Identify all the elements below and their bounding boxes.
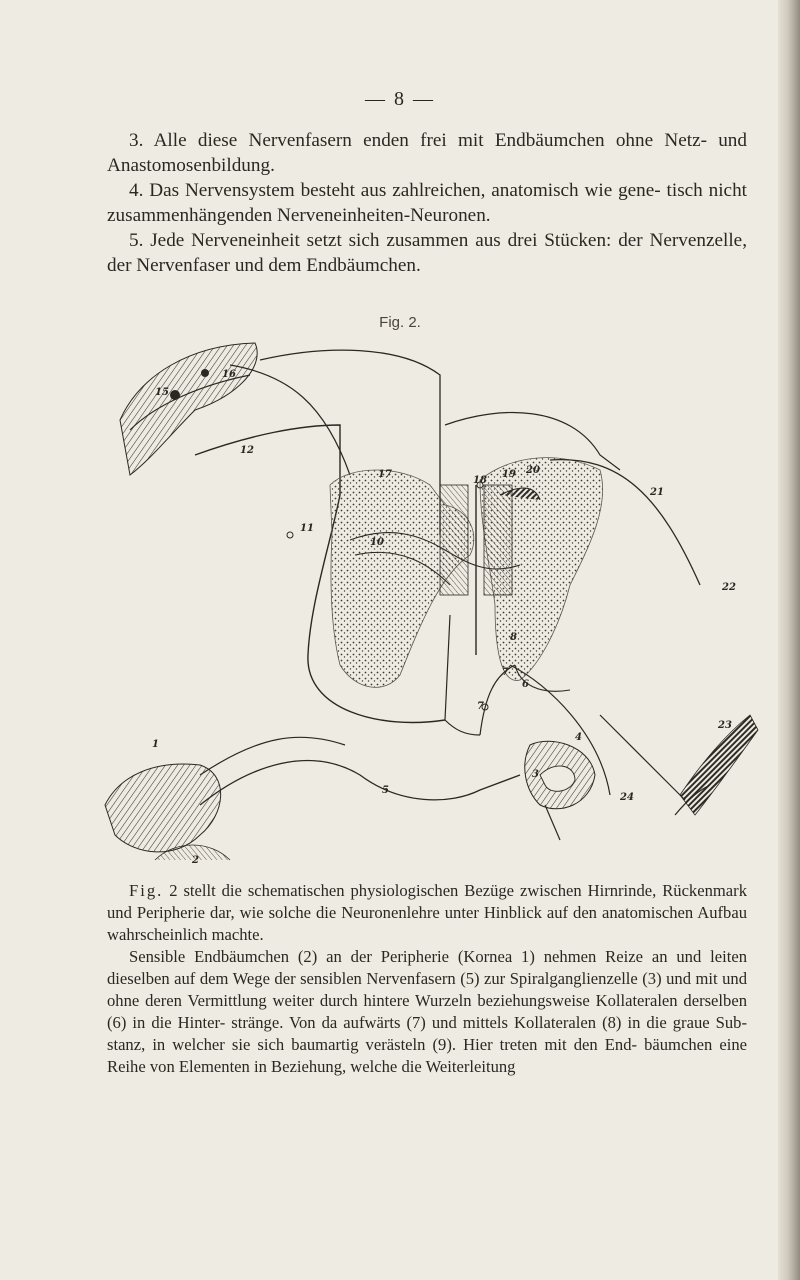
label-1: 1 xyxy=(152,739,159,750)
figure-description xyxy=(107,880,747,1078)
label-11: 11 xyxy=(300,523,314,534)
paragraph-fig-2 xyxy=(107,880,747,946)
label-20: 20 xyxy=(526,465,540,476)
paragraph-sensible: Sensible Endbäumchen (2) an der Peripherie (Kornea 1) nehmen Reize an und leiten dieselben auf dem Wege der sensiblen Nervenfasern (5) zur Spiralganglienzelle (3) und mit und ohne deren Vermittlung weiter durch hintere Wurzeln beziehungsweise Kollateralen derselben (6) in die Hinter- stränge. Von da aufwärts (7) und mittels Kollateralen (8) in die graue Sub- stanz, in welcher sie sich baumartig verästeln (9). Hier treten mit den End- bäumchen eine Reihe von Elementen in Beziehung, welche die Weiterleitung xyxy=(107,947,747,1076)
label-19: 19 xyxy=(502,469,516,480)
label-15: 15 xyxy=(155,387,169,398)
label-23: 23 xyxy=(718,720,732,731)
numbered-statements xyxy=(107,128,747,278)
body-fiber-left-7 xyxy=(445,615,480,735)
label-7b: 7 xyxy=(477,701,484,712)
cell-marker-11 xyxy=(287,532,293,538)
paragraph-4: 4. Das Nervensystem besteht aus zahlreichen, anatomisch wie gene- tisch nicht zusammenhängenden Nerveneinheiten-Neuronen. xyxy=(107,180,747,226)
fig-reference: Fig. xyxy=(129,881,164,900)
label-2: 2 xyxy=(192,855,199,866)
neuron-schematic-svg xyxy=(100,335,760,875)
label-5: 5 xyxy=(382,785,389,796)
label-21: 21 xyxy=(650,487,664,498)
posterior-column-right xyxy=(484,485,512,595)
figure-caption: Fig. 2. xyxy=(379,314,421,331)
posterior-column-left xyxy=(440,485,468,595)
label-24: 24 xyxy=(620,792,634,803)
label-6: 6 xyxy=(522,679,529,690)
sensory-fiber-upper xyxy=(200,737,345,775)
page-number: — 8 — xyxy=(365,88,435,110)
peripheral-muscle-right xyxy=(675,715,758,815)
spiral-ganglion-cell xyxy=(525,741,595,840)
ascending-fiber xyxy=(230,365,350,475)
label-18: 18 xyxy=(473,475,487,486)
paragraph-5: 5. Jede Nerveneinheit setzt sich zusammen aus drei Stücken: der Nervenzelle, der Nervenfaser und dem Endbäumchen. xyxy=(107,230,747,276)
cortex-region xyxy=(120,343,257,475)
paragraph-3: 3. Alle diese Nervenfasern enden frei mit Endbäumchen ohne Netz- und Anastomosenbildung. xyxy=(107,130,747,176)
figure-2-diagram xyxy=(100,335,760,875)
label-10: 10 xyxy=(370,537,384,548)
label-3: 3 xyxy=(532,769,539,780)
motor-fiber-to-23 xyxy=(600,715,685,800)
label-12: 12 xyxy=(240,445,254,456)
label-17: 17 xyxy=(378,469,392,480)
page-edge-shadow xyxy=(778,0,800,1280)
sensory-fiber-5 xyxy=(200,761,520,805)
sentence-1: 2 stellt die schematischen physiologischen Bezüge zwischen Hirnrinde, Rückenmark und Peripherie dar, wie solche die Neuronenlehre unter Hinblick auf den anatomischen Aufbau wahrscheinlich machte. xyxy=(107,881,747,944)
skin-receptor-left xyxy=(105,764,230,860)
label-7: 7 xyxy=(502,667,509,678)
label-8: 8 xyxy=(510,632,517,643)
label-16: 16 xyxy=(222,369,236,380)
label-22: 22 xyxy=(722,582,736,593)
label-4: 4 xyxy=(575,732,582,743)
